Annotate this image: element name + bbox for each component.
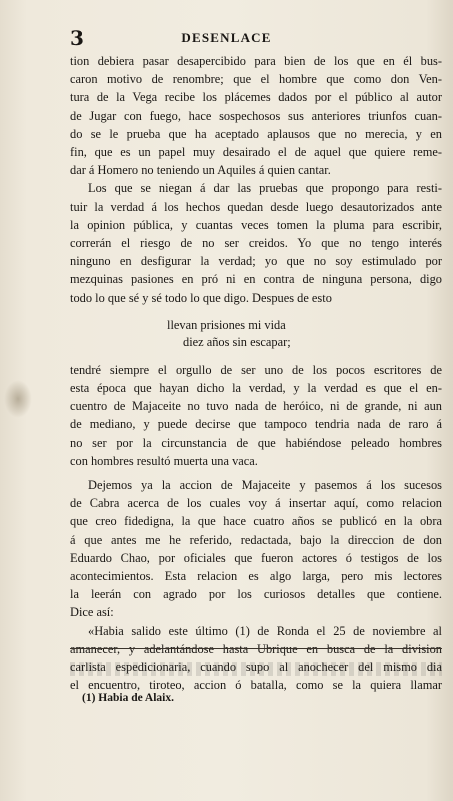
page-number: 3: [70, 26, 84, 50]
text-line: Los que se niegan á dar las pruebas que propongo para resti-: [88, 181, 442, 196]
text-line: á que antes me he referido, redactada, bajo la direccion de don: [70, 532, 442, 547]
text-line: do se le prueba que ha aceptado aplausos que no merecia, y en: [70, 126, 442, 141]
text-line: fin, que es un papel muy desairado el de aquel que quiere reme-: [70, 145, 442, 160]
text-line: tendré siempre el orgullo de ser uno de los pocos escritores de: [70, 362, 442, 377]
text-line: todo lo que sé y sé todo lo que digo. Despues de esto: [70, 290, 332, 305]
verse-line: diez años sin escapar;: [183, 334, 291, 349]
text-line: acontecimientos. Esta relacion es algo larga, pero mis lectores: [70, 569, 442, 584]
verse-quote: [70, 317, 442, 351]
paper-stain: [4, 380, 32, 418]
paragraph-4: [70, 476, 442, 622]
text-line: Eduardo Chao, por oficiales que fueron actores ó testigos de los: [70, 550, 442, 565]
paragraph-3: [70, 361, 442, 470]
text-line: tuir la verdad á los hechos quedan desde luego desautorizados ante: [70, 199, 442, 214]
text-line: no ser por la circunstancia de que habiéndose peleado hombres: [70, 435, 442, 450]
text-line: Dejemos ya la accion de Majaceite y pasemos á los sucesos: [88, 478, 442, 493]
text-line: carlista espedicionaria, cuando supo al anochecer del mismo dia: [70, 660, 442, 675]
paragraph-1: [70, 52, 442, 179]
footnote: (1) Habia de Alaix.: [82, 692, 175, 704]
text-line: esta época que hayan dicho la verdad, y la verdad es que el en-: [70, 381, 442, 396]
text-line: cuentro de Majaceite no tuvo nada de heróico, ni de grande, ni aun: [70, 399, 442, 414]
paragraph-5: [70, 622, 442, 695]
text-line: de mediano, y puede decirse que tampoco tendria nada de raro á: [70, 417, 442, 432]
text-line: «Habia salido este último (1) de Ronda el 25 de noviembre al: [88, 623, 442, 638]
text-line: tura de la Vega recibe los plácemes dados por el público al autor: [70, 90, 442, 105]
text-line: Dice así:: [70, 605, 114, 620]
verse-line: llevan prisiones mi vida: [167, 317, 286, 332]
text-line: que creo fidedigna, la que hace cuatro años se publicó en la obra: [70, 514, 442, 529]
text-line: con hombres resultó muerta una vaca.: [70, 453, 258, 468]
text-line: dar á Homero no teniendo un Aquiles á quien cantar.: [70, 163, 331, 178]
text-line: de Jugar con fuego, hace sospechosos sus anteriores triunfos cuan-: [70, 108, 442, 123]
show-through-text: [70, 662, 442, 676]
text-line: la opinion pública, y cuantas veces tomen la pluma para escribir,: [70, 217, 442, 232]
running-head: DESENLACE: [181, 30, 272, 45]
footnote-rule: [70, 648, 442, 649]
text-line: de Cabra acerca de los cuales voy á insertar aquí, como relacion: [70, 496, 442, 511]
text-line: mezquinas pasiones en pró ni en contra de ninguna persona, digo: [70, 272, 442, 287]
text-line: caron motivo de renombre; que el hombre que como don Ven-: [70, 72, 442, 87]
text-line: la leerán con agrado por los curiosos detalles que contiene.: [70, 587, 442, 602]
page-header: [0, 28, 453, 48]
text-line: el encuentro, tiroteo, accion ó batalla, como se la quiera llamar: [70, 678, 442, 693]
paragraph-2: [70, 179, 442, 306]
body-text: [70, 52, 442, 695]
text-line: tion debiera pasar desapercibido para bien de los que en él bus-: [70, 54, 442, 68]
text-line: correrán el riesgo de no ser creidos. Yo que no tengo interés: [70, 236, 442, 251]
text-line: ninguno en desfigurar la verdad; yo que no soy estimulado por: [70, 254, 442, 269]
